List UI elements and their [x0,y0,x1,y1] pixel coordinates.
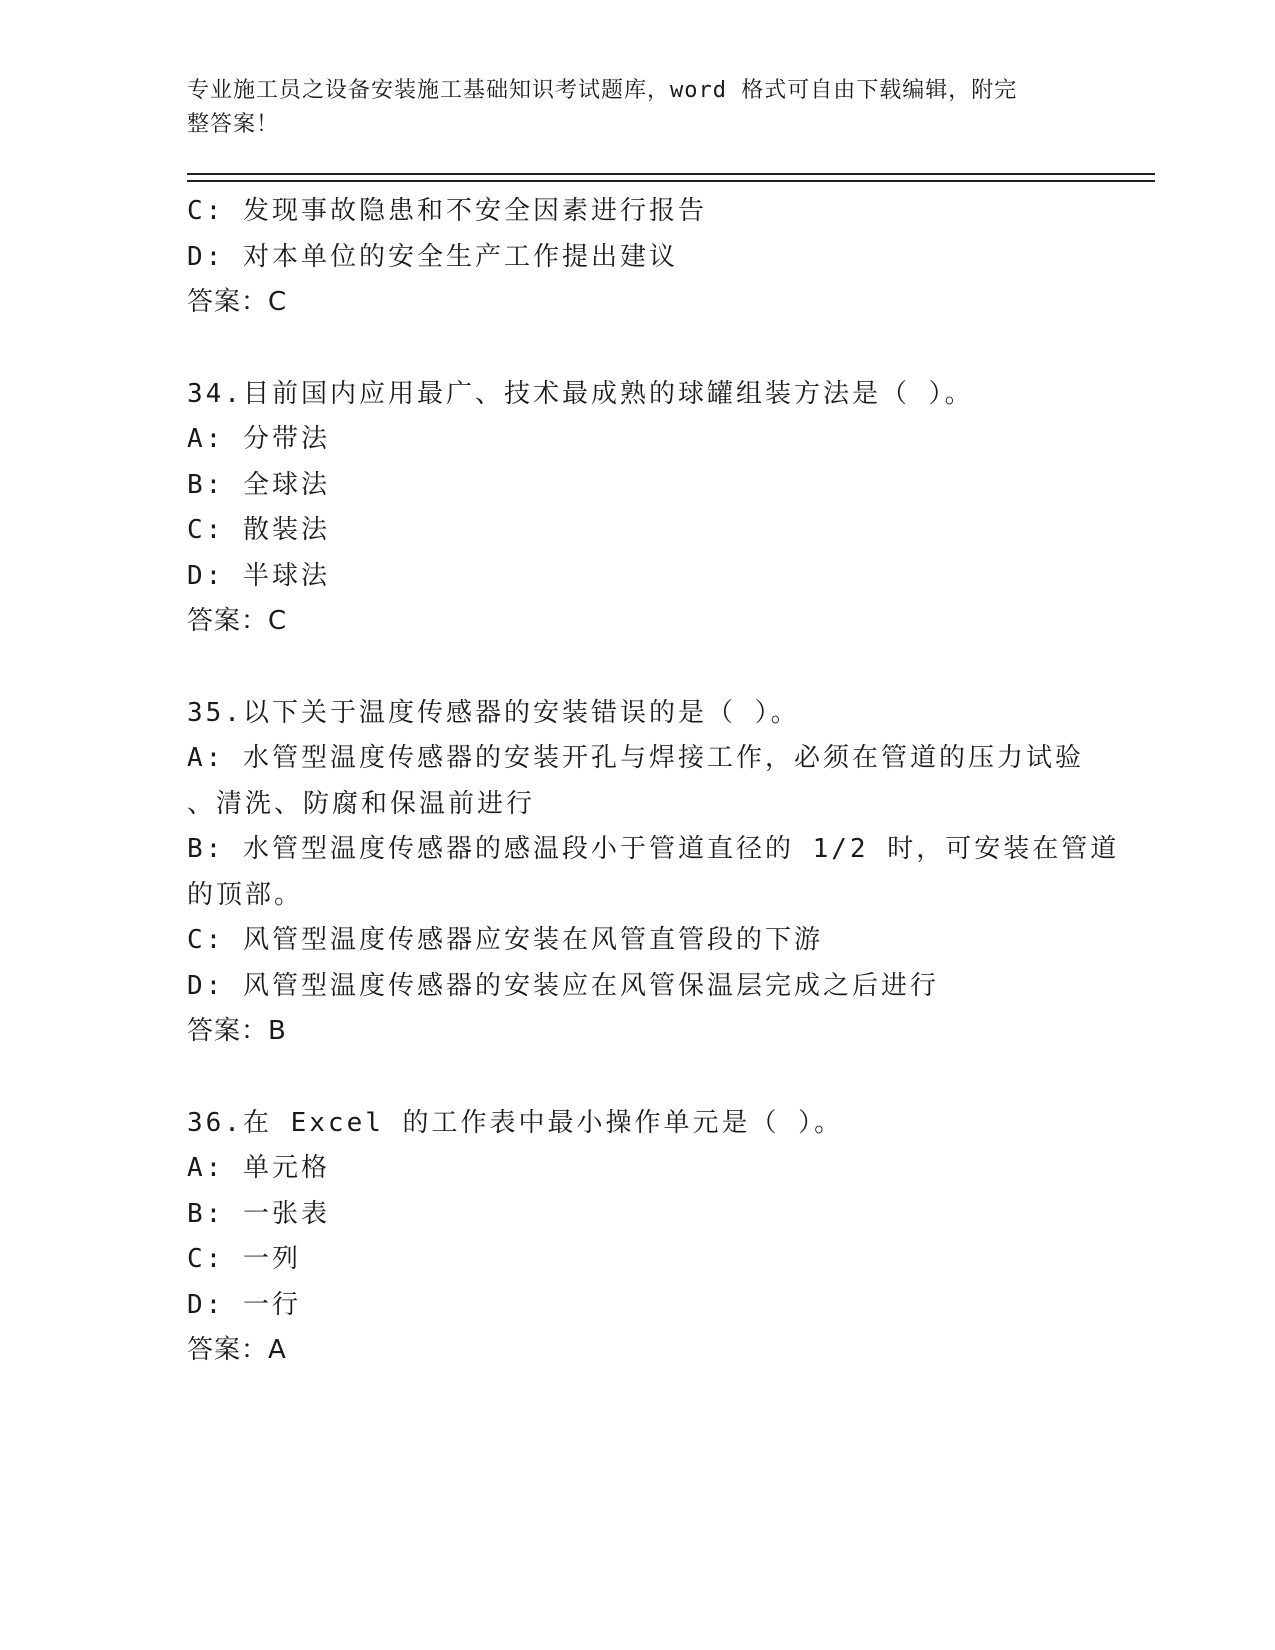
option-c: C: 风管型温度传感器应安装在风管直管段的下游 [187,925,823,955]
option-d: D: 对本单位的安全生产工作提出建议 [187,241,678,272]
header-line-1: 专业施工员之设备安装施工基础知识考试题库，word 格式可自由下载编辑，附完 [187,78,1018,103]
option-b: B: 全球法 [187,469,330,500]
option-a: A: 单元格 [187,1153,330,1183]
partial-question-block [187,189,1087,326]
question-text: 36.在 Excel 的工作表中最小操作单元是（ ）。 [187,1107,844,1138]
header-line-2: 整答案！ [187,112,280,137]
answer-line: 答案：C [187,606,288,636]
question-36-block [187,1101,1087,1374]
answer-line: 答案：B [187,1016,287,1046]
option-b: B: 一张表 [187,1198,330,1229]
header-divider-bottom [187,180,1155,182]
document-header [187,74,1067,142]
question-text: 34.目前国内应用最广、技术最成熟的球罐组装方法是（ ）。 [187,378,974,409]
option-b-line-2: 的顶部。 [187,879,304,910]
question-35-block [187,691,1120,1055]
header-divider-top [187,173,1155,175]
option-a-line-2: 、清洗、防腐和保温前进行 [187,788,536,819]
spacer [187,645,1087,691]
question-text: 35.以下关于温度传感器的安装错误的是（ ）。 [187,697,800,728]
option-a: A: 分带法 [187,424,330,454]
option-c: C: 一列 [187,1244,301,1274]
question-list [187,189,1120,1374]
spacer [187,1055,1087,1101]
option-a-line-1: A: 水管型温度传感器的安装开孔与焊接工作，必须在管道的压力试验 [187,743,1084,773]
spacer [187,326,1087,372]
option-d: D: 半球法 [187,560,330,591]
option-d: D: 风管型温度传感器的安装应在风管保温层完成之后进行 [187,970,939,1001]
option-d: D: 一行 [187,1289,301,1320]
question-34-block [187,372,1087,645]
option-b-line-1: B: 水管型温度传感器的感温段小于管道直径的 1/2 时，可安装在管道 [187,834,1120,864]
option-c: C: 散装法 [187,515,330,545]
option-c: C: 发现事故隐患和不安全因素进行报告 [187,196,707,226]
answer-line: 答案：C [187,287,288,317]
answer-line: 答案：A [187,1335,287,1365]
